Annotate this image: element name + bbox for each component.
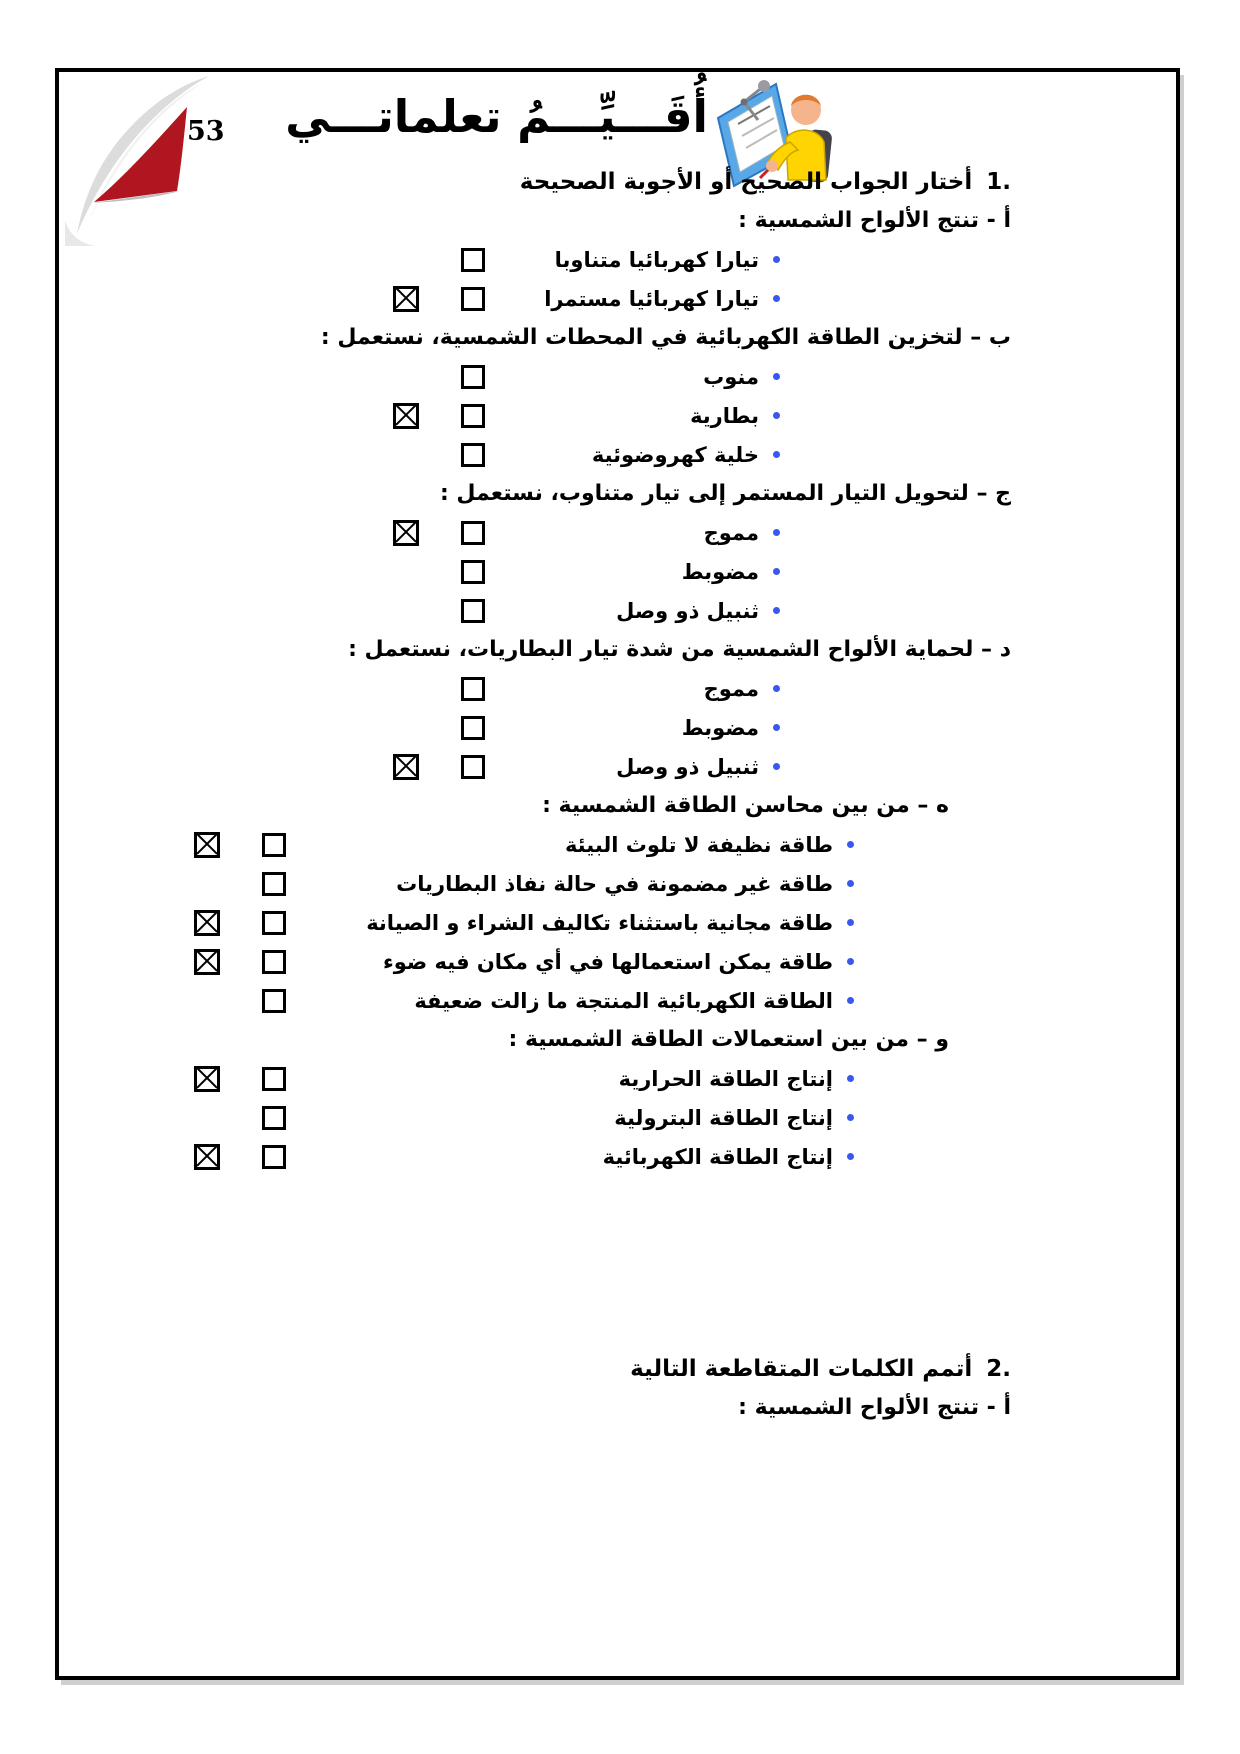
bullet-icon (847, 958, 854, 965)
checkbox-empty[interactable] (262, 833, 286, 857)
bullet-icon (773, 451, 780, 458)
page-title: أُقَـــيِّـــمُ تعلماتـــي (285, 90, 708, 143)
option-label: الطاقة الكهربائية المنتجة ما زالت ضعيفة (414, 988, 833, 1013)
checkbox-empty[interactable] (461, 716, 485, 740)
option-label: تيارا كهربائيا مستمرا (544, 286, 759, 311)
option-label: طاقة غير مضمونة في حالة نفاذ البطاريات (396, 871, 833, 896)
option-row (59, 903, 1176, 942)
option-row (59, 357, 1176, 396)
option-row (59, 1098, 1176, 1137)
bullet-icon (773, 607, 780, 614)
checkbox-empty[interactable] (461, 365, 485, 389)
option-row (59, 1059, 1176, 1098)
option-row (59, 513, 1176, 552)
bullet-icon (773, 568, 780, 575)
checkbox-empty[interactable] (262, 911, 286, 935)
question-1-header (59, 162, 1176, 201)
option-label: إنتاج الطاقة البترولية (614, 1105, 833, 1130)
page-number: 53 (187, 116, 225, 147)
option-label: إنتاج الطاقة الحرارية (618, 1066, 833, 1091)
option-label: تيارا كهربائيا متناوبا (554, 247, 759, 272)
checkbox-checked[interactable] (393, 754, 419, 780)
checkbox-empty[interactable] (262, 1145, 286, 1169)
option-label: طاقة مجانية باستثناء تكاليف الشراء و الصيانة (366, 910, 833, 935)
bullet-icon (847, 880, 854, 887)
option-label: ثنبيل ذو وصل (616, 754, 759, 779)
checkbox-empty[interactable] (461, 521, 485, 545)
option-row (59, 942, 1176, 981)
bullet-icon (773, 412, 780, 419)
checkbox-checked[interactable] (194, 949, 220, 975)
option-row (59, 708, 1176, 747)
option-label: إنتاج الطاقة الكهربائية (602, 1144, 833, 1169)
question-2-sub-label: أ - تنتج الألواح الشمسية : (738, 1395, 1011, 1420)
bullet-icon (773, 724, 780, 731)
checkbox-empty[interactable] (461, 443, 485, 467)
option-row (59, 396, 1176, 435)
checkbox-empty[interactable] (461, 560, 485, 584)
checkbox-checked[interactable] (393, 520, 419, 546)
question-2-title: أتمم الكلمات المتقاطعة التالية (630, 1355, 973, 1382)
option-row (59, 825, 1176, 864)
section-label-b: ب – لتخزين الطاقة الكهربائية في المحطات الشمسية، نستعمل : (320, 325, 1011, 350)
option-label: مضوبط (681, 715, 759, 740)
option-label: طاقة نظيفة لا تلوث البيئة (564, 832, 833, 857)
section-label-h: ه – من بين محاسن الطاقة الشمسية : (542, 793, 949, 818)
option-row (59, 435, 1176, 474)
checkbox-empty[interactable] (262, 989, 286, 1013)
checkbox-empty[interactable] (461, 599, 485, 623)
checkbox-empty[interactable] (461, 248, 485, 272)
section-label-w: و – من بين استعمالات الطاقة الشمسية : (508, 1027, 949, 1052)
bullet-icon (847, 919, 854, 926)
questions-area (59, 72, 1176, 1427)
question-2-number: 2. (986, 1355, 1011, 1382)
checkbox-checked[interactable] (194, 832, 220, 858)
option-row (59, 747, 1176, 786)
checkbox-checked[interactable] (194, 910, 220, 936)
section-label-a: أ - تنتج الألواح الشمسية : (738, 208, 1011, 233)
checkbox-empty[interactable] (262, 1106, 286, 1130)
bullet-icon (773, 685, 780, 692)
checkbox-empty[interactable] (461, 677, 485, 701)
checkbox-empty[interactable] (461, 404, 485, 428)
option-row (59, 552, 1176, 591)
question-2-header (59, 1349, 1176, 1388)
checkbox-empty[interactable] (461, 755, 485, 779)
option-label: طاقة يمكن استعمالها في أي مكان فيه ضوء (383, 949, 833, 974)
bullet-icon (847, 997, 854, 1004)
option-row (59, 279, 1176, 318)
checkbox-empty[interactable] (262, 1067, 286, 1091)
bullet-icon (773, 295, 780, 302)
option-label: بطارية (690, 403, 759, 428)
option-row (59, 240, 1176, 279)
option-row (59, 981, 1176, 1020)
checkbox-empty[interactable] (461, 287, 485, 311)
checkbox-checked[interactable] (393, 286, 419, 312)
option-label: ثنبيل ذو وصل (616, 598, 759, 623)
section-label-d: د – لحماية الألواح الشمسية من شدة تيار البطاريات، نستعمل : (348, 637, 1011, 662)
bullet-icon (847, 841, 854, 848)
bullet-icon (773, 763, 780, 770)
option-row (59, 669, 1176, 708)
checkbox-empty[interactable] (262, 872, 286, 896)
bullet-icon (773, 529, 780, 536)
question-1-number: 1. (986, 168, 1011, 195)
option-row (59, 591, 1176, 630)
checkbox-checked[interactable] (194, 1144, 220, 1170)
question-1-title: أختار الجواب الصحيح أو الأجوبة الصحيحة (519, 168, 973, 195)
option-label: مموج (703, 676, 759, 701)
option-row (59, 864, 1176, 903)
option-label: منوب (703, 364, 759, 389)
bullet-icon (847, 1075, 854, 1082)
checkbox-checked[interactable] (393, 403, 419, 429)
checkbox-empty[interactable] (262, 950, 286, 974)
option-label: خلية كهروضوئية (591, 442, 759, 467)
worksheet-page (55, 68, 1180, 1680)
bullet-icon (773, 373, 780, 380)
section-label-j: ج – لتحويل التيار المستمر إلى تيار متناوب، نستعمل : (439, 481, 1011, 506)
checkbox-checked[interactable] (194, 1066, 220, 1092)
bullet-icon (847, 1153, 854, 1160)
option-label: مموج (703, 520, 759, 545)
bullet-icon (847, 1114, 854, 1121)
bullet-icon (773, 256, 780, 263)
option-label: مضوبط (681, 559, 759, 584)
option-row (59, 1137, 1176, 1176)
